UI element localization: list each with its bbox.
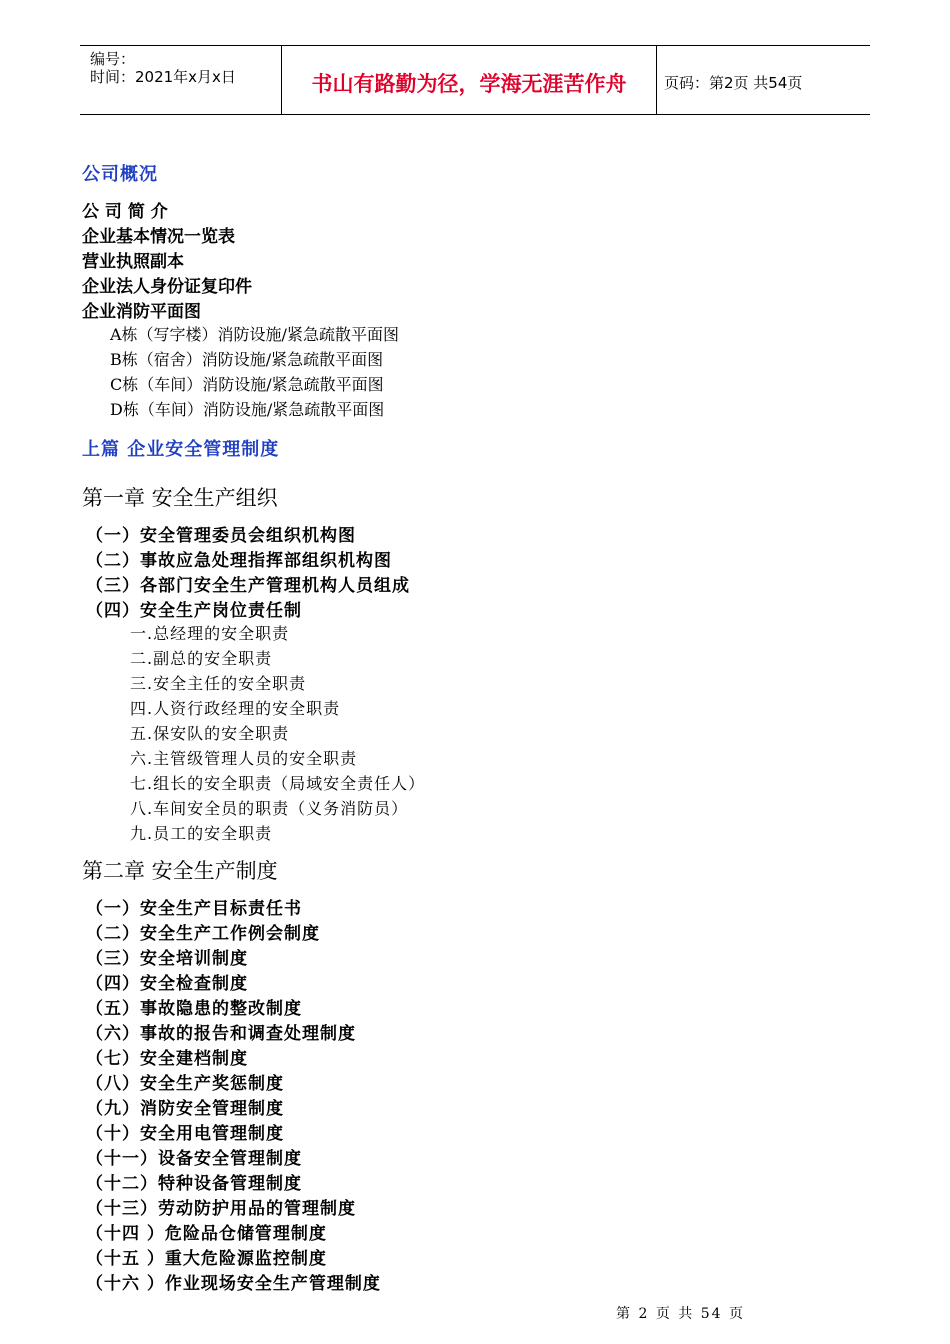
duty-item: 一.总经理的安全职责 <box>130 624 290 643</box>
chapter2-item: （十六 ）作业现场安全生产管理制度 <box>86 1274 381 1294</box>
chapter2-item: （十五 ）重大危险源监控制度 <box>86 1249 327 1269</box>
chapter2-item: （十一）设备安全管理制度 <box>86 1149 302 1169</box>
chapter2-item: （十三）劳动防护用品的管理制度 <box>86 1199 356 1219</box>
chapter2-item: （三）安全培训制度 <box>86 949 248 969</box>
chapter2-item: （八）安全生产奖惩制度 <box>86 1074 284 1094</box>
chapter-title-2: 第二章 安全生产制度 <box>82 859 278 883</box>
chapter2-item: （一）安全生产目标责任书 <box>86 899 302 919</box>
header-motto: 书山有路勤为径，学海无涯苦作舟 <box>311 72 627 96</box>
chapter2-item: （七）安全建档制度 <box>86 1049 248 1069</box>
header-info-cell <box>80 46 281 114</box>
duty-item: 二.副总的安全职责 <box>130 649 273 668</box>
duty-item: 五.保安队的安全职责 <box>130 724 290 743</box>
floor-plan-item: C栋（车间）消防设施/紧急疏散平面图 <box>110 375 384 394</box>
chapter2-item: （二）安全生产工作例会制度 <box>86 924 320 944</box>
overview-item: 企业消防平面图 <box>82 302 201 322</box>
floor-plan-item: A栋（写字楼）消防设施/紧急疏散平面图 <box>110 325 399 344</box>
document-code-label: 编号： <box>90 50 136 68</box>
duty-item: 四.人资行政经理的安全职责 <box>130 699 341 718</box>
chapter2-item: （五）事故隐患的整改制度 <box>86 999 302 1019</box>
page-header <box>80 45 870 115</box>
chapter2-item: （十二）特种设备管理制度 <box>86 1174 302 1194</box>
section-title-overview: 公司概况 <box>82 164 158 185</box>
overview-item: 公 司 简 介 <box>82 202 168 222</box>
duty-item: 九.员工的安全职责 <box>130 824 273 843</box>
duty-item: 六.主管级管理人员的安全职责 <box>130 749 358 768</box>
floor-plan-item: B栋（宿舍）消防设施/紧急疏散平面图 <box>110 350 384 369</box>
chapter2-item: （十四 ）危险品仓储管理制度 <box>86 1224 327 1244</box>
chapter1-item: （四）安全生产岗位责任制 <box>86 601 302 621</box>
header-page-info: 页码：第2页 共54页 <box>664 74 803 92</box>
chapter-title-1: 第一章 安全生产组织 <box>82 486 278 510</box>
chapter1-item: （三）各部门安全生产管理机构人员组成 <box>86 576 410 596</box>
header-page-cell <box>656 46 870 114</box>
overview-item: 企业基本情况一览表 <box>82 227 235 247</box>
chapter1-item: （一）安全管理委员会组织机构图 <box>86 526 356 546</box>
chapter2-item: （六）事故的报告和调查处理制度 <box>86 1024 356 1044</box>
duty-item: 七.组长的安全职责（局域安全责任人） <box>130 774 426 793</box>
duty-item: 八.车间安全员的职责（义务消防员） <box>130 799 409 818</box>
chapter2-item: （四）安全检查制度 <box>86 974 248 994</box>
document-time-label: 时间：2021年x月x日 <box>90 68 236 86</box>
overview-item: 营业执照副本 <box>82 252 184 272</box>
chapter2-item: （九）消防安全管理制度 <box>86 1099 284 1119</box>
section-title-part: 上篇 企业安全管理制度 <box>82 439 280 460</box>
overview-item: 企业法人身份证复印件 <box>82 277 252 297</box>
duty-item: 三.安全主任的安全职责 <box>130 674 307 693</box>
floor-plan-item: D栋（车间）消防设施/紧急疏散平面图 <box>110 400 385 419</box>
chapter1-item: （二）事故应急处理指挥部组织机构图 <box>86 551 392 571</box>
header-motto-cell <box>281 46 657 114</box>
page-footer-number: 第 2 页 共 54 页 <box>616 1306 745 1322</box>
chapter2-item: （十）安全用电管理制度 <box>86 1124 284 1144</box>
